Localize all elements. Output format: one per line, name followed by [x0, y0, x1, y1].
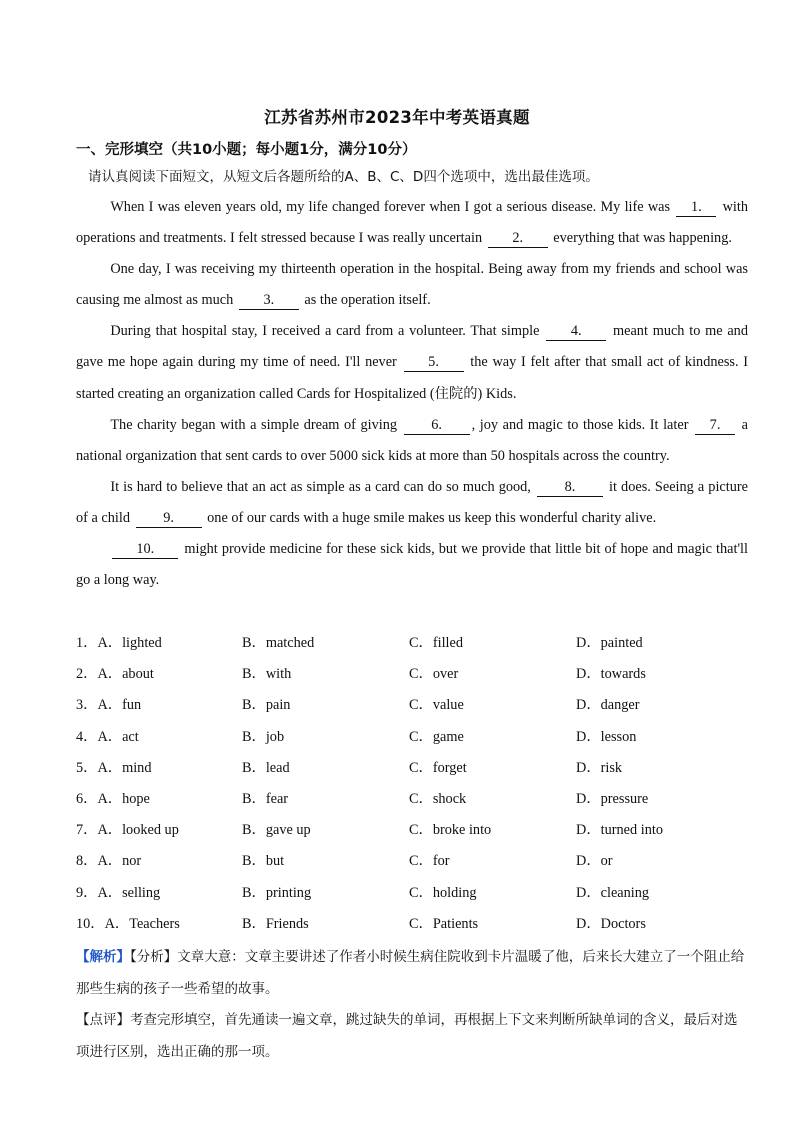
- text: everything that was happening.: [553, 230, 732, 247]
- option-b: B．pain: [242, 697, 291, 714]
- option-d: D．or: [576, 853, 613, 870]
- option-c: C．over: [409, 666, 459, 683]
- blank-2: 2.: [488, 230, 548, 248]
- option-c: C．filled: [409, 635, 464, 651]
- blank-4: 4.: [546, 323, 606, 341]
- option-a: [76, 659, 154, 690]
- blank-9: 9.: [136, 510, 202, 528]
- option-d: D．towards: [576, 666, 646, 683]
- paragraph-2: [76, 254, 748, 316]
- option-d: D．Doctors: [576, 915, 646, 932]
- text: During that hospital stay, I received a card from a volunteer. That simple: [110, 323, 540, 340]
- option-b: B．printing: [242, 884, 312, 901]
- comment-text: 考查完形填空，首先通读一遍文章，跳过缺失的单词，再根据上下文来判断所缺单词的含义，最后对选项进行区别，选出正确的那一项。: [76, 1012, 738, 1060]
- blank-1: 1.: [676, 199, 716, 217]
- option-b: B．with: [242, 666, 292, 683]
- section-heading: 一、完形填空（共10小题；每小题1分，满分10分）: [76, 142, 417, 158]
- option-row-6: [76, 784, 776, 815]
- option-b: B．Friends: [242, 915, 309, 932]
- option-a: [76, 722, 139, 753]
- analysis-text: 文章大意：文章主要讲述了作者小时候生病住院收到卡片温暖了他，后来长大建立了一个阻止给那些生病的孩子一些希望的故事。: [76, 949, 745, 997]
- page-title: 江苏省苏州市2023年中考英语真题: [264, 108, 530, 127]
- option-a: [76, 628, 162, 659]
- option-c: C．game: [409, 728, 464, 745]
- question-number: 7．: [76, 822, 98, 839]
- section-instruction: 请认真阅读下面短文，从短文后各题所给的A、B、C、D四个选项中，选出最佳选项。: [88, 169, 599, 185]
- blank-8: 8.: [537, 479, 603, 497]
- option-row-2: [76, 659, 776, 690]
- paragraph-6: [76, 534, 748, 596]
- option-a-text: A．Teachers: [104, 915, 180, 932]
- option-a-text: A．nor: [97, 853, 142, 870]
- option-a: [76, 846, 141, 877]
- analysis-label: 【分析】: [130, 949, 178, 965]
- option-row-9: [76, 878, 776, 909]
- blank-5: 5.: [404, 354, 464, 372]
- option-row-1: [76, 628, 776, 659]
- paragraph-3: [76, 316, 748, 409]
- option-b: B．gave up: [242, 822, 311, 839]
- option-row-5: [76, 753, 776, 784]
- analysis-summary: [76, 942, 748, 1005]
- question-number: 4．: [76, 728, 98, 745]
- option-a-text: A．looked up: [97, 822, 179, 839]
- option-d: D．turned into: [576, 822, 663, 839]
- blank-6: 6.: [404, 417, 470, 435]
- question-number: 9．: [76, 884, 98, 901]
- text: meant much to me and gave me hope again during my time of need. I'll never: [76, 323, 748, 371]
- option-a-text: A．selling: [97, 884, 161, 901]
- option-a: [76, 878, 160, 909]
- analysis-tag: 【解析】: [76, 949, 130, 965]
- option-d: D．pressure: [576, 790, 649, 807]
- option-a: [76, 909, 180, 940]
- question-number: 10．: [76, 915, 105, 932]
- blank-3: 3.: [239, 292, 299, 310]
- option-row-10: [76, 909, 776, 940]
- analysis-section: [76, 942, 748, 1068]
- options-list: [76, 628, 776, 940]
- option-c: C．for: [409, 853, 450, 870]
- text: It is hard to believe that an act as simple as a card can do so much good,: [110, 478, 531, 495]
- option-a-text: A．act: [97, 728, 139, 745]
- option-a: [76, 753, 151, 784]
- text: One day, I was receiving my thirteenth operation in the hospital. Being away from my friends and school was causing me almost as much: [76, 261, 748, 309]
- option-d: D．lesson: [576, 728, 637, 745]
- option-c: C．holding: [409, 884, 477, 901]
- option-a-text: A．mind: [97, 759, 152, 776]
- option-a: [76, 815, 179, 846]
- option-a-text: A．hope: [97, 790, 150, 807]
- option-a-text: A．fun: [97, 697, 142, 714]
- text: as the operation itself.: [304, 292, 431, 309]
- option-row-8: [76, 846, 776, 877]
- option-a-text: A．lighted: [97, 635, 162, 651]
- paragraph-4: [76, 410, 748, 472]
- question-number: 3．: [76, 697, 98, 714]
- text: , joy and magic to those kids. It later: [471, 416, 689, 433]
- question-number: 2．: [76, 666, 98, 683]
- question-number: 6．: [76, 790, 98, 807]
- text: with operations and treatments. I felt stressed because I was really uncertain: [76, 199, 749, 247]
- option-a: [76, 690, 141, 721]
- option-d: D．danger: [576, 697, 640, 714]
- option-d: D．cleaning: [576, 884, 650, 901]
- option-b: B．fear: [242, 790, 289, 807]
- option-c: C．value: [409, 697, 464, 714]
- blank-7: 7.: [695, 417, 735, 435]
- option-b: B．but: [242, 853, 285, 870]
- option-a: [76, 784, 150, 815]
- text: a national organization that sent cards to over 5000 sick kids at more than 50 hospitals across the country.: [76, 416, 748, 464]
- option-d: D．painted: [576, 635, 643, 651]
- option-row-7: [76, 815, 776, 846]
- question-number: 8．: [76, 853, 98, 870]
- reading-passage: [76, 192, 748, 596]
- comment-label: 【点评】: [76, 1012, 130, 1028]
- paragraph-1: [76, 192, 748, 254]
- option-b: B．matched: [242, 635, 315, 651]
- option-a-text: A．about: [97, 666, 154, 683]
- text: The charity began with a simple dream of giving: [110, 416, 398, 433]
- option-c: C．forget: [409, 759, 467, 776]
- question-number: 5．: [76, 759, 98, 776]
- option-c: C．Patients: [409, 915, 479, 932]
- text: one of our cards with a huge smile makes us keep this wonderful charity alive.: [207, 509, 657, 526]
- comment-summary: [76, 1005, 748, 1068]
- option-c: C．shock: [409, 790, 467, 807]
- text: the way I felt after that small act of kindness. I started creating an organization called Cards for Hospitalized (住院的) Kids.: [76, 354, 749, 402]
- option-row-3: [76, 690, 776, 721]
- paragraph-5: [76, 472, 748, 534]
- option-c: C．broke into: [409, 822, 492, 839]
- question-number: 1．: [76, 635, 98, 651]
- option-b: B．lead: [242, 759, 290, 776]
- text: When I was eleven years old, my life changed forever when I got a serious disease. My life was: [110, 199, 671, 215]
- option-d: D．risk: [576, 759, 623, 776]
- option-row-4: [76, 722, 776, 753]
- text: it does. Seeing a picture of a child: [76, 478, 748, 526]
- option-b: B．job: [242, 728, 285, 745]
- text: might provide medicine for these sick kids, but we provide that little bit of hope and magic that'll go a long way.: [76, 541, 749, 589]
- blank-10: 10.: [112, 541, 178, 559]
